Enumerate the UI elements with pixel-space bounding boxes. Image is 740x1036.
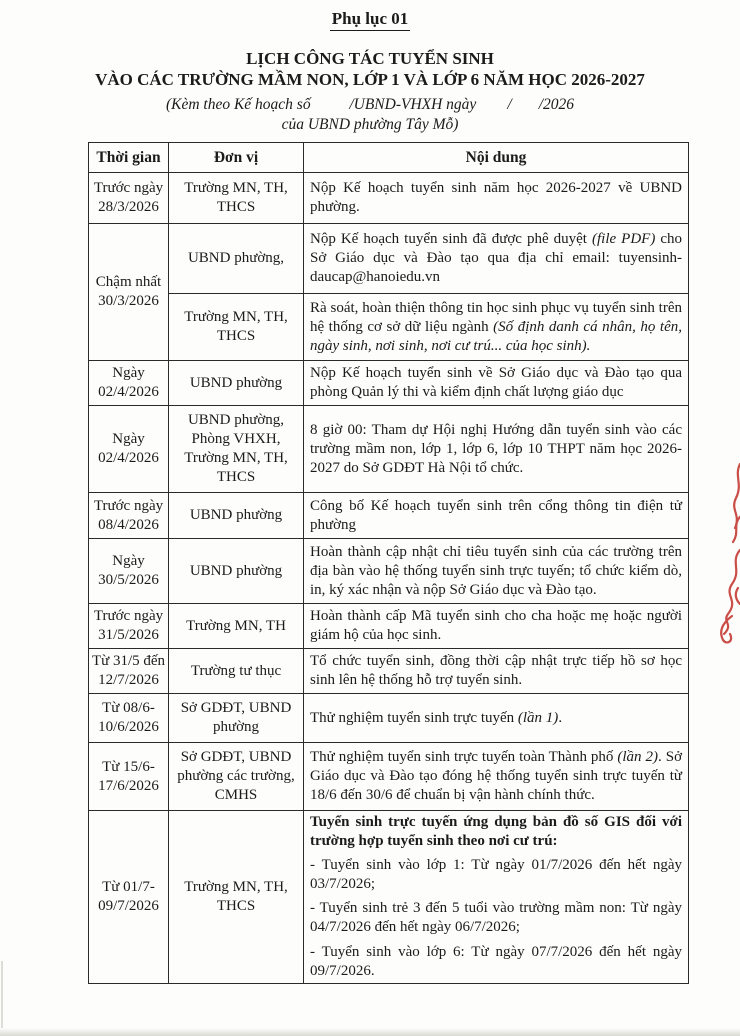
content-text: Rà soát, hoàn thiện thông tin học sinh phục vụ tuyển sinh trên hệ thống cơ sở dữ liệu ngành [310, 299, 682, 335]
content-paragraph [310, 652, 682, 690]
table-row [89, 294, 689, 361]
content-cell [304, 294, 689, 361]
title-line-1: LỊCH CÔNG TÁC TUYỂN SINH [246, 49, 494, 69]
content-paragraph [310, 709, 682, 728]
time-cell: Ngày 02/4/2026 [89, 406, 169, 493]
content-text: Nộp Kế hoạch tuyển sinh đã được phê duyệt [310, 231, 592, 248]
content-paragraph-bold [310, 813, 682, 851]
content-text: Nộp Kế hoạch tuyển sinh về Sở Giáo dục và Đào tạo qua phòng Quản lý thi và kiểm định chất lượng giáo dục [310, 365, 682, 401]
table-row [89, 694, 689, 743]
unit-cell: Sở GDĐT, UBND phường [169, 694, 304, 743]
scan-edge-artifact-bottom [0, 1028, 740, 1036]
table-row [89, 173, 689, 224]
time-cell: Ngày 02/4/2026 [89, 361, 169, 406]
unit-cell: UBND phường [169, 539, 304, 604]
table-header-row [89, 143, 689, 173]
time-cell: Từ 01/7-09/7/2026 [89, 811, 169, 983]
content-paragraph [310, 607, 682, 645]
content-cell [304, 743, 689, 811]
content-text: Hoàn thành cập nhật chỉ tiêu tuyển sinh của các trường trên địa bàn vào hệ thống tuyển sinh trực tuyến; tổ chức kiểm dò, in, ký xác nhận và nộp Sở Giáo dục và Đào tạo. [310, 543, 682, 598]
content-text-bold: Tuyển sinh trực tuyến ứng dụng bản đồ số GIS đối với trường hợp tuyển sinh theo nơi cư trú: [310, 814, 682, 850]
content-text: - Tuyển sinh vào lớp 6: Từ ngày 07/7/2026 đến hết ngày 09/7/2026. [310, 943, 682, 979]
subtitle-line-2: của UBND phường Tây Mỗ) [281, 116, 459, 134]
time-cell: Trước ngày 28/3/2026 [89, 173, 169, 224]
content-paragraph [310, 230, 682, 287]
unit-cell: UBND phường [169, 361, 304, 406]
content-text: Công bố Kế hoạch tuyển sinh trên cổng thông tin điện tử phường [310, 497, 682, 533]
time-cell: Ngày 30/5/2026 [89, 539, 169, 604]
content-paragraph [310, 364, 682, 402]
content-text: - Tuyển sinh trẻ 3 đến 5 tuổi vào trường mầm non: Từ ngày 04/7/2026 đến hết ngày 06/7/2026; [310, 900, 682, 936]
time-cell: Trước ngày 08/4/2026 [89, 493, 169, 539]
content-cell [304, 493, 689, 539]
content-text-italic: (file PDF) [591, 231, 656, 248]
content-paragraph [310, 748, 682, 805]
content-paragraph [310, 497, 682, 535]
content-paragraph [310, 943, 682, 981]
table-row [89, 224, 689, 294]
content-text: 8 giờ 00: Tham dự Hội nghị Hướng dẫn tuyển sinh vào các trường mầm non, lớp 1, lớp 6, lớp 10 THPT năm học 2026-2027 do Sở GDĐT Hà Nội tổ chức. [310, 421, 682, 476]
content-text: . Sở Giáo dục và Đào tạo đóng hệ thống tuyển sinh trực tuyến từ 18/6 đến 30/6 để chuẩn bị vận hành chính thức. [310, 749, 682, 804]
unit-cell: Trường MN, TH, THCS [169, 811, 304, 983]
content-text: . [558, 709, 563, 726]
header-content: Nội dung [304, 143, 689, 173]
unit-cell: Trường MN, TH, THCS [169, 294, 304, 361]
content-cell [304, 604, 689, 649]
unit-cell: Trường MN, TH, THCS [169, 173, 304, 224]
content-cell [304, 694, 689, 743]
subtitle-line-1: (Kèm theo Kế hoạch số /UBND-VHXH ngày / /2026 [165, 96, 575, 114]
enrollment-schedule-table [88, 142, 689, 983]
table-row [89, 361, 689, 406]
table-row [89, 649, 689, 694]
document-subtitle [0, 95, 740, 135]
content-paragraph [310, 543, 682, 600]
header-unit: Đơn vị [169, 143, 304, 173]
time-cell-merged: Chậm nhất 30/3/2026 [89, 224, 169, 361]
unit-cell: UBND phường, [169, 224, 304, 294]
handwritten-red-annotation [710, 458, 740, 648]
appendix-label: Phụ lục 01 [330, 8, 411, 31]
content-text-italic: (lần 2) [617, 749, 659, 766]
content-cell [304, 811, 689, 983]
content-paragraph [310, 856, 682, 894]
content-text: - Tuyển sinh vào lớp 1: Từ ngày 01/7/2026 đến hết ngày 03/7/2026; [310, 857, 682, 893]
content-text-italic: (lần 1) [517, 709, 559, 726]
content-text: Thử nghiệm tuyển sinh trực tuyến [310, 709, 518, 726]
time-cell: Từ 15/6-17/6/2026 [89, 743, 169, 811]
document-header [0, 0, 740, 135]
unit-cell: UBND phường [169, 493, 304, 539]
unit-cell: Sở GDĐT, UBND phường các trường, CMHS [169, 743, 304, 811]
content-paragraph [310, 299, 682, 356]
table-row [89, 604, 689, 649]
time-cell: Từ 31/5 đến 12/7/2026 [89, 649, 169, 694]
unit-cell: UBND phường, Phòng VHXH, Trường MN, TH, THCS [169, 406, 304, 493]
unit-cell: Trường MN, TH [169, 604, 304, 649]
content-cell [304, 649, 689, 694]
title-line-2: VÀO CÁC TRƯỜNG MẦM NON, LỚP 1 VÀ LỚP 6 NĂM HỌC 2026-2027 [95, 70, 645, 90]
time-cell: Trước ngày 31/5/2026 [89, 604, 169, 649]
content-text: cho Sở Giáo dục và Đào tạo qua địa chỉ email: tuyensinh-daucap@hanoiedu.vn [310, 231, 682, 286]
content-paragraph [310, 899, 682, 937]
content-paragraph [310, 179, 682, 217]
unit-cell: Trường tư thục [169, 649, 304, 694]
table-row [89, 493, 689, 539]
content-cell [304, 539, 689, 604]
table-row [89, 539, 689, 604]
document-title [0, 48, 740, 90]
content-text: Tổ chức tuyển sinh, đồng thời cập nhật trực tiếp hồ sơ học sinh lên hệ thống hỗ trợ tuyển sinh. [310, 653, 682, 689]
table-row [89, 406, 689, 493]
content-text: Nộp Kế hoạch tuyển sinh năm học 2026-2027 về UBND phường. [310, 180, 682, 216]
content-cell [304, 173, 689, 224]
content-cell [304, 406, 689, 493]
header-time: Thời gian [89, 143, 169, 173]
content-cell [304, 224, 689, 294]
content-text-italic: (Số định danh cá nhân, họ tên, ngày sinh, nơi sinh, nơi cư trú... của học sinh). [310, 318, 682, 354]
table-row [89, 743, 689, 811]
content-text: Thử nghiệm tuyển sinh trực tuyến toàn Thành phố [310, 749, 618, 766]
table-row [89, 811, 689, 983]
content-text: Hoàn thành cấp Mã tuyển sinh cho cha hoặc mẹ hoặc người giám hộ của học sinh. [310, 608, 682, 644]
content-paragraph [310, 421, 682, 478]
scan-edge-artifact-left [1, 961, 3, 1036]
content-cell [304, 361, 689, 406]
time-cell: Từ 08/6-10/6/2026 [89, 694, 169, 743]
